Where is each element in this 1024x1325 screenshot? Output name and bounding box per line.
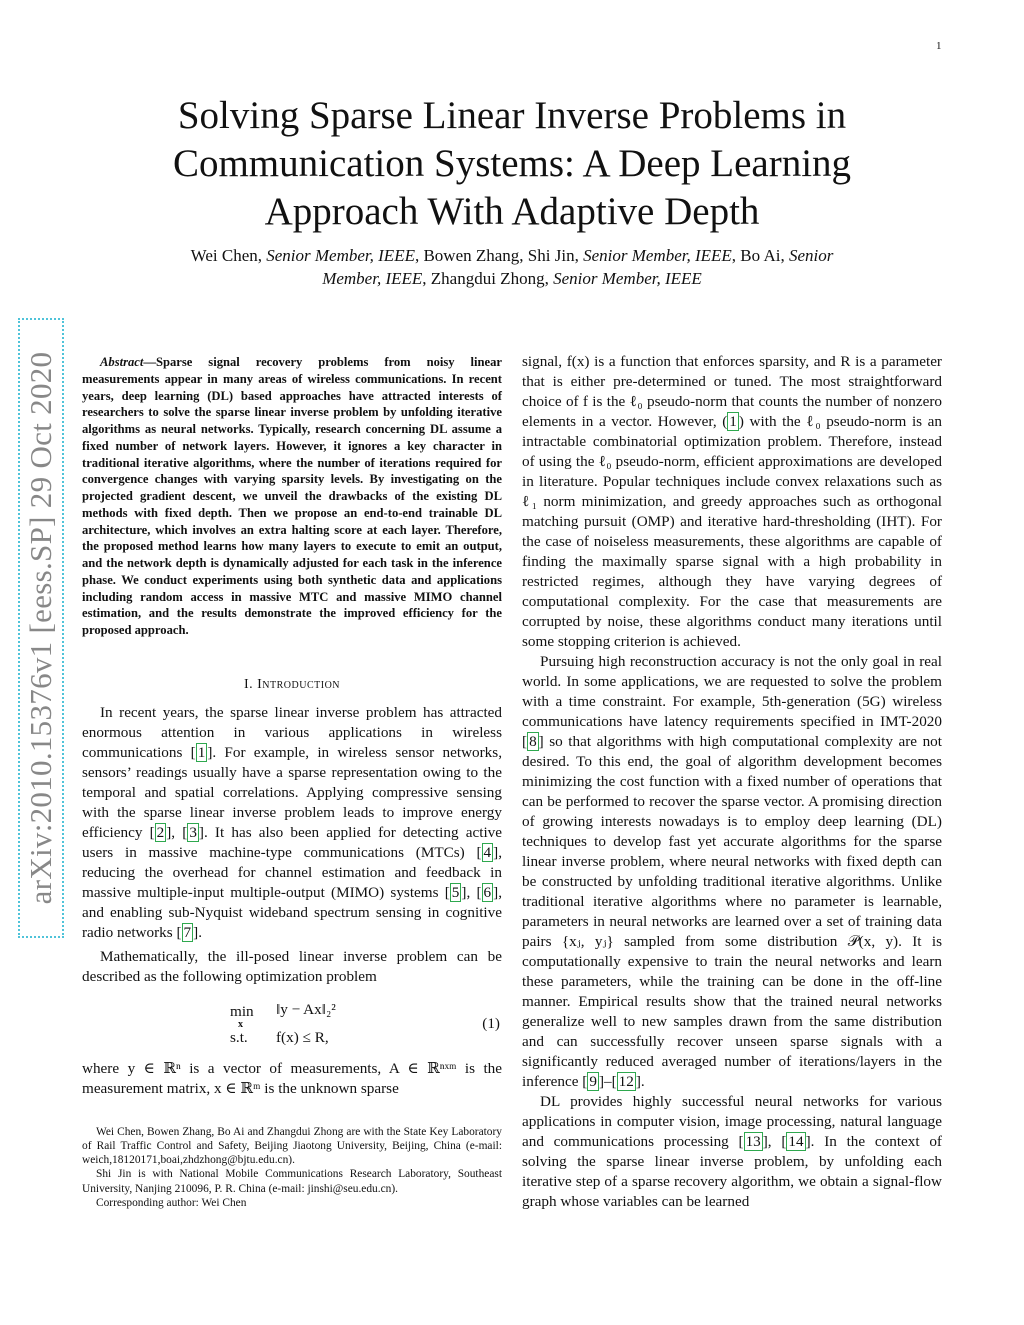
arxiv-stamp-text: arXiv:2010.15376v1 [eess.SP] 29 Oct 2020 (23, 351, 58, 905)
citation-link[interactable]: 6 (483, 883, 492, 901)
title-line: Communication Systems: A Deep Learning (172, 142, 852, 185)
intro-paragraph-2: Mathematically, the ill-posed linear inverse problem can be described as the following optimization problem (82, 947, 502, 985)
citation-link[interactable]: 4 (483, 843, 492, 861)
author-line: Member, IEEE, Zhangdui Zhong, Senior Member, IEEE (322, 269, 702, 288)
body-paragraph: DL provides highly successful neural networks for various applications in computer vision, image processing, natural language and communications processing [ 13 ], [ 14 ]. In the context of solving the sparse linear inverse problem, by unfolding each iterative step of a sparse recovery algorithm, we obtain a signal-flow graph whose variables can be learned (522, 1093, 942, 1210)
equation-constraint: f(x) ≤ R, (276, 1028, 329, 1046)
abstract (82, 354, 502, 639)
citation-link[interactable]: 7 (183, 923, 192, 941)
equation-subject-to: s.t. (230, 1028, 248, 1046)
intro-paragraph-1: In recent years, the sparse linear inverse problem has attracted enormous attention in various applications in wireless communications [ 1 ]. For example, in wireless sensor networks, sensors’ readings usually have a sparse representation owing to the temporal and spatial correlations. Applying compressive sensing with the sparse linear inverse problem leads to improve energy efficiency [ 2 ], [ 3 ]. It has also been applied for detecting active users in massive machine-type communications (MTCs) [ 4 ], reducing the overhead for channel estimation and feedback in massive multiple-input multiple-output (MIMO) systems [ 5 ], [ 6 ], and enabling sub-Nyquist wideband spectrum sensing in cognitive radio networks [ 7 ]. (82, 703, 502, 941)
arxiv-stamp (18, 318, 64, 938)
citation-link[interactable]: 9 (589, 1073, 597, 1090)
paper-title (100, 92, 924, 236)
citation-link[interactable]: 5 (451, 883, 460, 901)
equation-min-subscript: x (238, 1018, 243, 1030)
author-line: Wei Chen, Senior Member, IEEE, Bowen Zhang, Shi Jin, Senior Member, IEEE, Bo Ai, Senior (190, 246, 834, 265)
equation-objective: ‖y − Ax‖₂² (276, 1000, 336, 1018)
left-column (82, 354, 502, 1210)
citation-link[interactable]: 3 (189, 823, 197, 841)
equation-1 (82, 997, 502, 1053)
equation-min: min (230, 1002, 254, 1020)
abstract-text: —Sparse signal recovery problems from noisy linear measurements appear in many areas of wireless communications. In recent years, deep learning (DL) based approaches have attracted interests of researchers to solve the sparse linear inverse problem by unfolding iterative algorithms as neural networks. Typically, research concerning DL assume a fixed number of network layers. However, it ignores a key character in traditional iterative algorithms, where the number of iterations required for convergence changes with varying sparsity levels. By investigating on the projected gradient descent, we unveil the drawbacks of the existing DL methods with fixed depth. Then we propose an end-to-end trainable DL architecture, which involves an extra halting score at each layer. Therefore, the proposed method learns how many layers to execute to emit an output, and the network depth is dynamically adjusted for each task in the inference phase. We conduct experiments using both synthetic data and applications including random access in massive MTC and massive MIMO channel estimation, and the results demonstrate the improved efficiency for the proposed approach. (82, 355, 502, 637)
intro-paragraph-3: where y ∈ ℝⁿ is a vector of measurements, A ∈ ℝⁿˣᵐ is the measurement matrix, x ∈ ℝᵐ is the unknown sparse (82, 1059, 502, 1097)
footnote: Corresponding author: Wei Chen (96, 1196, 247, 1209)
footnote: Wei Chen, Bowen Zhang, Bo Ai and Zhangdui Zhong are with the State Key Laboratory of Rail Traffic Control and Safety, Beijing Jiaotong University, Beijing, China (e-mail: weich,18120171,boai,zhdzhong@bjtu.edu.cn). (82, 1125, 502, 1167)
right-column (522, 352, 942, 1212)
footnotes (82, 1125, 502, 1210)
citation-link[interactable]: 14 (788, 1133, 804, 1150)
citation-link[interactable]: 2 (156, 823, 165, 841)
body-paragraph: Pursuing high reconstruction accuracy is not the only goal in real world. In some applications, we are requested to solve the problem with a time constraint. For example, 5th-generation (5G) wireless communications have latency requirements specified in IMT-2020 [ 8 ] so that algorithms with high computational complexity are not desired. To this end, the goal of algorithm development becomes minimizing the cost function with a fixed number of operations that can be performed to recover the sparse vector. A promising direction of growing interests nowadays is to employ deep learning (DL) techniques to develop fast yet accurate algorithms for the sparse linear inverse problem, where neural networks with fixed depth can be constructed by unfolding traditional iterative algorithms. Unlike traditional iterative algorithms where no parameter is learnable, parameters in neural networks are learned over a set of training data pairs {xⱼ, yⱼ} sampled from some distribution 𝒫(x, y). It is computationally expensive to train the neural networks and learn these parameters, while the training can be done in the off-line manner. Empirical results show that the trained neural networks generalize well to new samples drawn from the same distribution and can successfully recover unseen sparse signals with a significantly reduced averaged number of iterations/layers in the inference [ 9 ]–[ 12 ]. (522, 653, 942, 1090)
equation-number: (1) (482, 1014, 500, 1032)
section-heading-introduction: I. Introduction (243, 676, 341, 692)
page-number: 1 (936, 40, 942, 52)
equation-link[interactable]: 1 (729, 413, 737, 430)
citation-link[interactable]: 12 (618, 1073, 634, 1090)
citation-link[interactable]: 13 (745, 1133, 761, 1150)
citation-link[interactable]: 1 (197, 743, 206, 761)
footnote: Shi Jin is with National Mobile Communications Research Laboratory, Southeast University, Nanjing 210096, P. R. China (e-mail: jinshi@seu.edu.cn). (82, 1168, 502, 1195)
citation-link[interactable]: 8 (529, 733, 537, 750)
title-line: Solving Sparse Linear Inverse Problems in (177, 94, 847, 137)
title-line: Approach With Adaptive Depth (264, 190, 760, 233)
body-paragraph: signal, f(x) is a function that enforces sparsity, and R is a parameter that is either pre-determined or tuned. The most straightforward choice of f is the ℓ₀ pseudo-norm that counts the number of nonzero elements in a vector. However, ( 1 ) with the ℓ₀ pseudo-norm is an intractable combinatorial optimization problem. Therefore, instead of using the ℓ₀ pseudo-norm, efficient approximations are developed in literature. Popular techniques include convex relaxations such as ℓ₁ norm minimization, and greedy approaches such as orthogonal matching pursuit (OMP) and iterative hard-thresholding (IHT). For the case of noiseless measurements, these algorithms are capable of finding the maximally sparse signal with a high probability in restricted regimes, although they have varying degrees of computational complexity. For the case that measurements are corrupted by noise, these algorithms conduct many iterations until some stopping criterion is achieved. (522, 353, 942, 650)
author-list (120, 244, 904, 290)
abstract-label: Abstract (100, 355, 144, 369)
